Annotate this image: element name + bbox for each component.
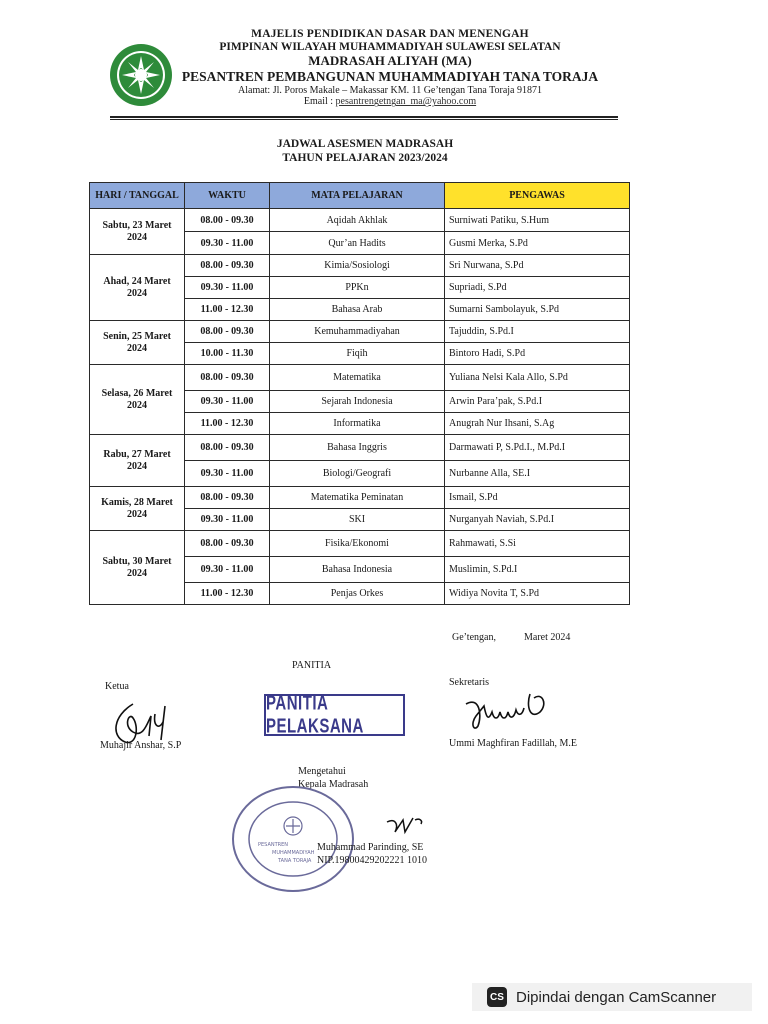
cell-proctor: Tajuddin, S.Pd.I <box>445 321 630 343</box>
camscanner-text: Dipindai dengan CamScanner <box>516 988 717 1006</box>
cell-subject: Sejarah Indonesia <box>270 391 445 413</box>
cell-proctor: Sri Nurwana, S.Pd <box>445 255 630 277</box>
camscanner-icon: CS <box>487 987 507 1007</box>
cell-subject: Bahasa Indonesia <box>270 557 445 583</box>
letterhead-school-name: PESANTREN PEMBANGUNAN MUHAMMADIYAH TANA TORAJA <box>181 69 599 85</box>
cell-subject: Penjas Orkes <box>270 583 445 605</box>
schedule-body <box>90 209 630 605</box>
cell-proctor: Bintoro Hadi, S.Pd <box>445 343 630 365</box>
cell-subject: Fisika/Ekonomi <box>270 531 445 557</box>
cell-proctor: Arwin Para’pak, S.Pd.I <box>445 391 630 413</box>
letterhead-divider-thin <box>110 119 618 120</box>
cell-time: 08.00 - 09.30 <box>185 321 270 343</box>
cell-day: Sabtu, 30 Maret 2024 <box>90 531 185 605</box>
cell-time: 08.00 - 09.30 <box>185 435 270 461</box>
cell-time: 11.00 - 12.30 <box>185 299 270 321</box>
document-title <box>200 138 530 166</box>
svg-text:TANA TORAJA: TANA TORAJA <box>278 858 312 864</box>
cell-proctor: Ismail, S.Pd <box>445 487 630 509</box>
cell-proctor: Anugrah Nur Ihsani, S.Ag <box>445 413 630 435</box>
cell-proctor: Darmawati P, S.Pd.I., M.Pd.I <box>445 435 630 461</box>
cell-proctor: Widiya Novita T, S.Pd <box>445 583 630 605</box>
table-row <box>90 487 630 509</box>
cell-time: 09.30 - 11.00 <box>185 461 270 487</box>
camscanner-watermark <box>472 983 752 1011</box>
cell-subject: Kimia/Sosiologi <box>270 255 445 277</box>
cell-time: 09.30 - 11.00 <box>185 391 270 413</box>
cell-proctor: Muslimin, S.Pd.I <box>445 557 630 583</box>
cell-day: Kamis, 28 Maret 2024 <box>90 487 185 531</box>
table-row <box>90 435 630 461</box>
cell-subject: SKI <box>270 509 445 531</box>
cell-subject: Biologi/Geografi <box>270 461 445 487</box>
cell-subject: Informatika <box>270 413 445 435</box>
table-row <box>90 209 630 232</box>
header-time: WAKTU <box>185 183 270 209</box>
cell-time: 08.00 - 09.30 <box>185 531 270 557</box>
title-line1: JADWAL ASESMEN MADRASAH <box>276 138 454 150</box>
committee-label: PANITIA <box>292 660 332 671</box>
schedule-table <box>89 182 630 605</box>
principal-block <box>317 841 427 867</box>
cell-subject: Qur’an Hadits <box>270 232 445 255</box>
school-seal-icon <box>230 784 356 894</box>
secretary-name: Ummi Maghfiran Fadillah, M.E <box>449 738 578 749</box>
header-subject: MATA PELAJARAN <box>270 183 445 209</box>
letterhead-divider <box>110 116 618 118</box>
chair-name: Muhajir Anshar, S.P <box>100 740 182 751</box>
cell-time: 08.00 - 09.30 <box>185 487 270 509</box>
chair-title: Ketua <box>105 681 129 692</box>
secretary-signature-icon <box>460 686 556 734</box>
cell-time: 10.00 - 11.30 <box>185 343 270 365</box>
cell-time: 11.00 - 12.30 <box>185 413 270 435</box>
letterhead-line1: MAJELIS PENDIDIKAN DASAR DAN MENENGAH <box>251 28 529 40</box>
secretary-title: Sekretaris <box>449 677 489 688</box>
principal-name: Muhammad Parinding, SE <box>317 842 424 853</box>
svg-text:PESANTREN: PESANTREN <box>258 842 289 848</box>
title-line2: TAHUN PELAJARAN 2023/2024 <box>282 151 448 164</box>
cell-subject: Bahasa Inggris <box>270 435 445 461</box>
cell-time: 09.30 - 11.00 <box>185 509 270 531</box>
muhammadiyah-logo-icon <box>108 42 174 108</box>
cell-proctor: Yuliana Nelsi Kala Allo, S.Pd <box>445 365 630 391</box>
cell-day: Ahad, 24 Maret 2024 <box>90 255 185 321</box>
svg-text:MUHAMMADIYAH: MUHAMMADIYAH <box>272 850 315 856</box>
letterhead-address: Alamat: Jl. Poros Makale – Makassar KM. 11 Ge’tengan Tana Toraja 91871 <box>238 84 542 96</box>
cell-proctor: Rahmawati, S.Si <box>445 531 630 557</box>
cell-time: 08.00 - 09.30 <box>185 255 270 277</box>
signing-place: Ge’tengan, <box>452 632 496 643</box>
cell-time: 08.00 - 09.30 <box>185 209 270 232</box>
email-value: pesantrengetngan_ma@yahoo.com <box>335 96 477 108</box>
cell-proctor: Nurganyah Naviah, S.Pd.I <box>445 509 630 531</box>
cell-day: Selasa, 26 Maret 2024 <box>90 365 185 435</box>
cell-time: 11.00 - 12.30 <box>185 583 270 605</box>
cell-subject: PPKn <box>270 277 445 299</box>
committee-stamp <box>264 694 405 736</box>
cell-proctor: Gusmi Merka, S.Pd <box>445 232 630 255</box>
cell-subject: Fiqih <box>270 343 445 365</box>
letterhead <box>175 28 605 108</box>
email-label: Email : <box>303 96 336 108</box>
cell-proctor: Surniwati Patiku, S.Hum <box>445 209 630 232</box>
signing-date: Maret 2024 <box>524 632 571 643</box>
letterhead-school-type: MADRASAH ALIYAH (MA) <box>308 53 472 69</box>
table-row <box>90 255 630 277</box>
cell-time: 09.30 - 11.00 <box>185 232 270 255</box>
cell-subject: Kemuhammadiyahan <box>270 321 445 343</box>
cell-proctor: Nurbanne Alla, SE.I <box>445 461 630 487</box>
cell-time: 09.30 - 11.00 <box>185 557 270 583</box>
cell-subject: Matematika Peminatan <box>270 487 445 509</box>
header-day: HARI / TANGGAL <box>90 183 185 209</box>
cell-subject: Aqidah Akhlak <box>270 209 445 232</box>
cell-proctor: Supriadi, S.Pd <box>445 277 630 299</box>
table-header-row <box>90 183 630 209</box>
cell-time: 08.00 - 09.30 <box>185 365 270 391</box>
approval-label: Mengetahui <box>298 766 346 777</box>
cell-day: Senin, 25 Maret 2024 <box>90 321 185 365</box>
table-row <box>90 531 630 557</box>
principal-nip: NIP.19800429202221 1010 <box>317 855 428 866</box>
letterhead-email <box>175 96 605 108</box>
stamp-text: PANITIA PELAKSANA <box>266 692 364 738</box>
cell-subject: Matematika <box>270 365 445 391</box>
cell-day: Sabtu, 23 Maret 2024 <box>90 209 185 255</box>
letterhead-line2: PIMPINAN WILAYAH MUHAMMADIYAH SULAWESI SELATAN <box>219 41 561 54</box>
principal-signature-icon <box>385 814 427 840</box>
header-proctor: PENGAWAS <box>445 183 630 209</box>
cell-day: Rabu, 27 Maret 2024 <box>90 435 185 487</box>
table-row <box>90 321 630 343</box>
table-row <box>90 365 630 391</box>
cell-subject: Bahasa Arab <box>270 299 445 321</box>
cell-time: 09.30 - 11.00 <box>185 277 270 299</box>
cell-proctor: Sumarni Sambolayuk, S.Pd <box>445 299 630 321</box>
principal-title: Kepala Madrasah <box>298 779 369 790</box>
